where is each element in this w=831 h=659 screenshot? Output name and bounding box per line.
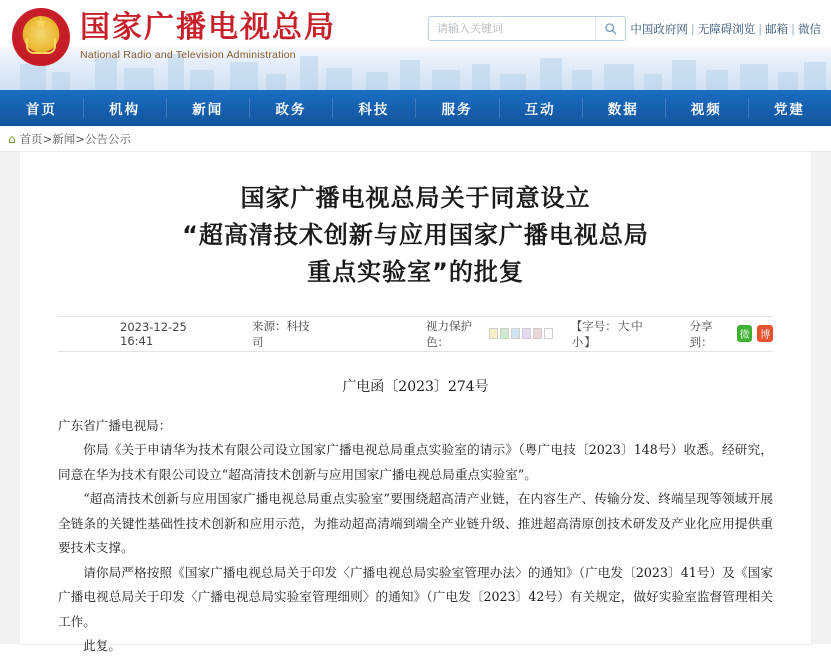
article-paragraph-2: 你局《关于申请华为技术有限公司设立国家广播电视总局重点实验室的请示》（粤广电技〔2023〕148号）收悉。经研究，同意在华为技术有限公司设立“超高清技术创新与应用国家广播电视总局重点实验室”。 [58,442,773,482]
brand-title-en: National Radio and Television Administration [80,49,296,62]
article-source: 来源：科技司 [252,318,310,349]
nav-item-interaction[interactable]: 互动 [499,90,582,126]
nav-item-technology[interactable]: 科技 [332,90,415,126]
top-link-accessibility[interactable]: 无障碍浏览 [697,22,756,36]
page-body [0,152,831,654]
nav-item-data[interactable]: 数据 [582,90,665,126]
document-number: 广电函〔2023〕274号 [342,378,489,395]
breadcrumb-item-home[interactable]: 首页 [19,131,43,146]
search-button[interactable] [595,17,625,40]
page-title-line-1: 国家广播电视总局关于同意设立 [240,184,591,212]
breadcrumb-item-news[interactable]: 新闻 [52,131,76,146]
article-meta [58,316,773,352]
top-links [630,21,821,37]
eye-protect-colors [426,318,555,350]
share-label: 分享到： [689,318,713,349]
eye-color-swatch-1[interactable] [489,328,498,339]
site-header [0,0,831,90]
font-size-small[interactable]: 小 [571,334,584,349]
eye-color-swatch-2[interactable] [500,328,509,339]
eye-color-swatch-5[interactable] [533,328,542,339]
top-link-separator-1: | [690,22,695,36]
font-size-medium[interactable]: 中 [631,318,643,333]
eye-color-swatch-3[interactable] [511,328,520,339]
weibo-share-icon[interactable]: 博 [757,325,773,342]
page-title-line-2: “超高清技术创新与应用国家广播电视总局 [182,221,649,250]
article-paragraph-3: “超高清技术创新与应用国家广播电视总局重点实验室”要围绕超高清产业链，在内容生产、传输分发、终端呈现等领域开展全链条的关键性基础性技术创新和应用示范，为推动超高清端到端全产业链升级、推进超高清原创技术研发及产业化应用提供重要技术支撑。 [58,491,773,556]
nav-item-video[interactable]: 视频 [665,90,748,126]
top-link-separator-2: | [758,22,763,36]
national-emblem-icon [12,8,70,66]
nav-item-service[interactable]: 服务 [415,90,498,126]
nav-item-news[interactable]: 新闻 [166,90,249,126]
nav-item-government[interactable]: 政务 [249,90,332,126]
home-icon: ⌂ [8,131,16,146]
top-link-separator-3: | [791,22,795,36]
article-paragraph-1: 广东省广播电视局： [58,417,172,433]
wechat-share-icon[interactable]: 微 [737,325,753,342]
font-size-large[interactable]: 大 [617,318,630,333]
eye-protect-label: 视力保护色： [425,318,472,349]
brand-title-cn: 国家广播电视总局 [80,10,336,46]
main-navigation [0,90,831,126]
eye-color-swatch-6[interactable] [544,328,553,339]
site-brand[interactable] [12,8,336,66]
article-paragraph-5: 此复。 [83,638,121,654]
breadcrumb-separator-1: > [42,131,53,146]
font-size-label-end: 】 [584,334,596,349]
share-control [690,318,773,350]
article-paragraph-4: 请你局严格按照《国家广播电视总局关于印发〈广播电视总局实验室管理办法〉的通知》（广电发〔2023〕41号）及《国家广播电视总局关于印发〈广播电视总局实验室管理细则〉的通知》（广电发〔2023〕42号）有关规定，做好实验室监督管理相关工作。 [58,564,773,629]
article-container [20,152,811,654]
search-input[interactable] [429,17,595,40]
font-size-label: 【字号： [570,318,617,333]
brand-text [80,10,336,62]
top-link-gov[interactable]: 中国政府网 [630,22,688,36]
breadcrumb [0,126,831,152]
article-body [58,414,773,659]
top-link-wechat[interactable]: 微信 [798,22,821,36]
search-icon [604,22,617,35]
nav-item-home[interactable]: 首页 [26,102,58,118]
page-title-line-3: 重点实验室”的批复 [307,258,524,287]
eye-color-swatch-4[interactable] [522,328,531,339]
eye-color-swatches [489,328,555,339]
nav-item-organization[interactable]: 机构 [83,90,166,126]
breadcrumb-item-announcements[interactable]: 公告公示 [84,131,131,146]
search-box[interactable] [428,16,626,41]
publish-date: 2023-12-25 16:41 [120,319,187,348]
breadcrumb-separator-2: > [75,131,85,146]
font-size-control [571,318,662,350]
nav-item-party[interactable]: 党建 [748,90,831,126]
top-link-mail[interactable]: 邮箱 [765,22,789,36]
page-title [58,180,773,292]
